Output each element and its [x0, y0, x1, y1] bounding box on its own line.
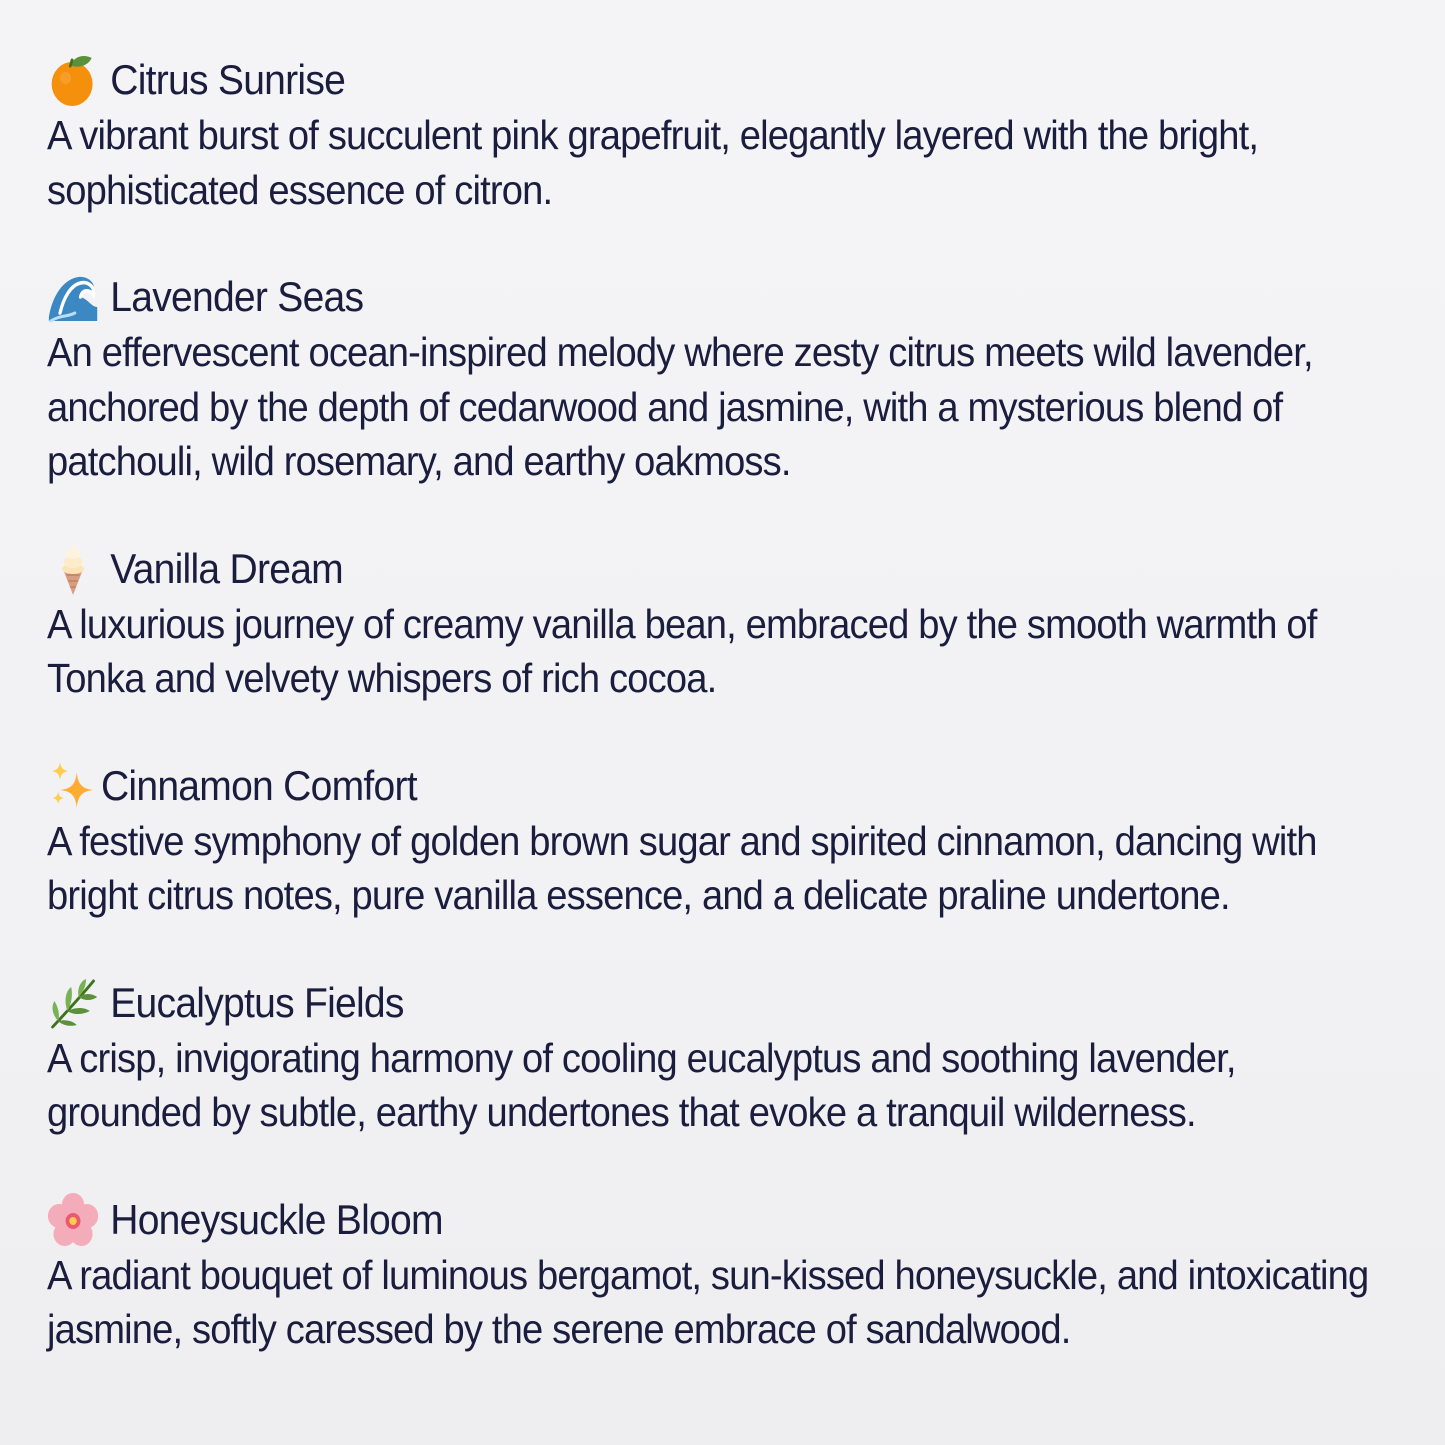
description-line: A luxurious journey of creamy vanilla bean, embraced by the smooth warmth of — [47, 600, 1317, 647]
orange-icon — [47, 52, 99, 108]
scent-heading — [47, 975, 1310, 1031]
ice-cream-icon — [47, 541, 99, 597]
scent-title: Lavender Seas — [110, 273, 364, 320]
description-line: jasmine, softly caressed by the serene embrace of sandalwood. — [47, 1306, 1071, 1352]
scent-entry-honeysuckle-bloom — [47, 1192, 1405, 1357]
scent-title: Cinnamon Comfort — [100, 761, 417, 809]
description-line: A festive symphony of golden brown sugar and spirited cinnamon, dancing with — [47, 817, 1317, 864]
description-line: A radiant bouquet of luminous bergamot, sun-kissed honeysuckle, and intoxicating — [47, 1251, 1369, 1298]
blossom-icon — [47, 1192, 99, 1248]
scent-entry-vanilla-dream — [47, 541, 1405, 706]
description-line: bright citrus notes, pure vanilla essence, and a delicate praline undertone. — [47, 872, 1230, 918]
scent-description — [47, 1031, 1310, 1140]
description-line: patchouli, wild rosemary, and earthy oakmoss. — [47, 438, 791, 484]
scent-description — [47, 597, 1317, 706]
scent-description — [47, 1248, 1369, 1357]
scent-heading — [47, 269, 1310, 325]
scent-entry-cinnamon-comfort — [47, 758, 1405, 923]
scent-heading — [47, 52, 1310, 108]
scent-title: Citrus Sunrise — [110, 56, 346, 103]
description-line: grounded by subtle, earthy undertones that evoke a tranquil wilderness. — [47, 1089, 1196, 1135]
sparkles-icon — [47, 758, 99, 814]
description-line: anchored by the depth of cedarwood and jasmine, with a mysterious blend of — [47, 383, 1283, 430]
scent-heading — [47, 1192, 1310, 1248]
description-line: A crisp, invigorating harmony of cooling eucalyptus and soothing lavender, — [47, 1034, 1236, 1081]
scent-description — [47, 325, 1313, 489]
scent-description — [47, 814, 1317, 923]
scent-heading — [47, 541, 1310, 597]
scent-title: Honeysuckle Bloom — [110, 1195, 443, 1243]
scent-title: Vanilla Dream — [110, 544, 343, 592]
scent-heading — [47, 758, 1310, 814]
description-line: Tonka and velvety whispers of rich cocoa. — [47, 655, 717, 701]
scent-entry-citrus-sunrise — [47, 52, 1405, 217]
description-line: An effervescent ocean-inspired melody where zesty citrus meets wild lavender, — [47, 329, 1313, 375]
scent-title: Eucalyptus Fields — [110, 978, 404, 1026]
wave-icon — [47, 269, 99, 325]
scent-description — [47, 108, 1310, 217]
description-line: sophisticated essence of citron. — [47, 166, 553, 213]
description-line: A vibrant burst of succulent pink grapefruit, elegantly layered with the bright, — [47, 112, 1259, 158]
scent-entry-eucalyptus-fields — [47, 975, 1405, 1140]
scent-entry-lavender-seas — [47, 269, 1405, 489]
herb-icon — [47, 975, 99, 1031]
